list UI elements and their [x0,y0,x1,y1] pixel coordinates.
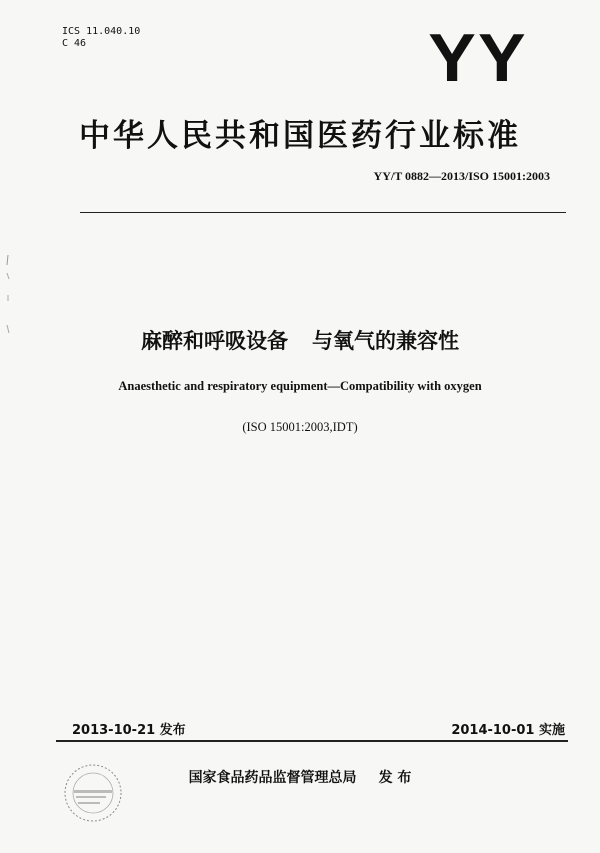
document-title-cn [0,325,600,355]
standard-title: 中华人民共和国医药行业标准 [79,118,521,154]
ccs-code: C 46 [62,38,87,49]
yy-logo: YY [428,20,528,96]
iso-equivalence: (ISO 15001:2003,IDT) [242,420,358,434]
footer-divider [56,740,568,742]
header-divider [80,212,566,213]
issuing-authority [0,767,600,787]
classification-codes [62,26,140,50]
scan-margin-marks [4,255,12,375]
document-title-en: Anaesthetic and respiratory equipment—Compatibility with oxygen [118,379,482,393]
issue-date: 2013-10-21 发布 [72,723,186,738]
document-title-cn-part1: 麻醉和呼吸设备 [141,329,288,353]
standard-number: YY/T 0882—2013/ISO 15001:2003 [373,169,550,183]
ics-code: ICS 11.040.10 [62,26,141,37]
issuer-action: 发 布 [378,770,412,786]
document-title-cn-part2: 与氧气的兼容性 [312,329,459,353]
issuer-name: 国家食品药品监督管理总局 [188,770,357,786]
implementation-date: 2014-10-01 实施 [451,723,565,738]
